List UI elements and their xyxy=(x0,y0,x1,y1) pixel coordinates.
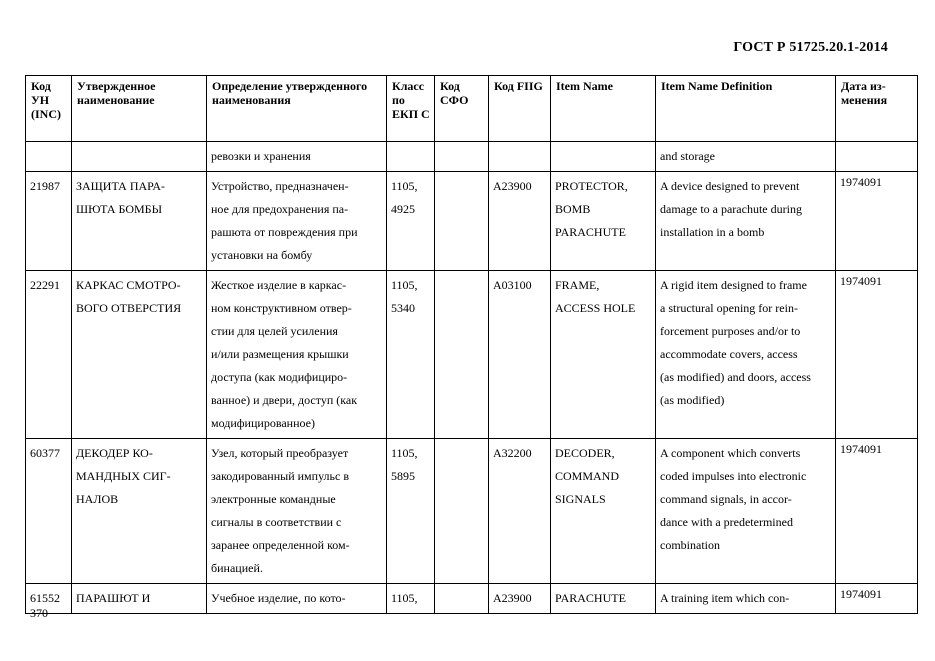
cell-inc: 60377 xyxy=(26,439,72,584)
cell-definition-line: модифицированное) xyxy=(211,416,315,430)
cell-definition xyxy=(207,172,387,271)
cell-item-name xyxy=(551,172,656,271)
cell-definition-line: закодированный импульс в xyxy=(211,469,349,483)
catalog-table xyxy=(25,75,918,614)
cell-definition-line: ном конструктивном отвер- xyxy=(211,301,352,315)
cell-definition xyxy=(207,271,387,439)
continuation-definition: ревозки и хранения xyxy=(207,142,387,172)
document-title: ГОСТ Р 51725.20.1-2014 xyxy=(733,40,888,55)
table-row xyxy=(26,271,918,439)
header-approved-name: Утвержденное наименование xyxy=(72,76,207,142)
cell-item-name-line: PARACHUTE xyxy=(555,225,626,239)
continuation-row xyxy=(26,142,918,172)
cell-class-line: 4925 xyxy=(391,202,415,216)
header-inc: Код УН (INC) xyxy=(26,76,72,142)
cell-item-definition xyxy=(656,584,836,614)
cell-item-definition-line: installation in a bomb xyxy=(660,225,765,239)
cell-item-name-line: SIGNALS xyxy=(555,492,606,506)
cell-item-definition-line: dance with a predetermined xyxy=(660,515,793,529)
header-definition: Определение утвержденного наименования xyxy=(207,76,387,142)
cell-item-name xyxy=(551,439,656,584)
table-row xyxy=(26,172,918,271)
cell-definition xyxy=(207,584,387,614)
table-body xyxy=(26,172,918,614)
cell-class xyxy=(387,172,435,271)
cell-date: 1974091 xyxy=(836,172,918,271)
cell-item-definition-line: A training item which con- xyxy=(660,591,790,605)
cell-class xyxy=(387,271,435,439)
cell-item-definition xyxy=(656,271,836,439)
cell-item-definition-line: A rigid item designed to frame xyxy=(660,278,807,292)
cell-definition-line: доступа (как модифициро- xyxy=(211,370,348,384)
cell-approved-name-line: ШЮТА БОМБЫ xyxy=(76,202,163,216)
cell-definition-line: установки на бомбу xyxy=(211,248,313,262)
cell-definition-line: электронные командные xyxy=(211,492,336,506)
cell-sfo xyxy=(435,439,489,584)
cell-item-name-line: DECODER, xyxy=(555,446,615,460)
cell-item-name-line: PROTECTOR, xyxy=(555,179,628,193)
cell-item-definition-line: A component which converts xyxy=(660,446,801,460)
header-class: Класс по ЕКП С xyxy=(387,76,435,142)
cell-definition-line: ванное) и двери, доступ (как xyxy=(211,393,358,407)
cell-class xyxy=(387,439,435,584)
cell-item-definition-line: A device designed to prevent xyxy=(660,179,800,193)
cell-definition-line: бинацией. xyxy=(211,561,263,575)
cell-sfo xyxy=(435,584,489,614)
cell-definition-line: заранее определенной ком- xyxy=(211,538,350,552)
cell-definition-line: стии для целей усиления xyxy=(211,324,338,338)
header-row xyxy=(26,76,918,142)
cell-item-definition-line: damage to a parachute during xyxy=(660,202,802,216)
cell-definition-line: Узел, который преобразует xyxy=(211,446,349,460)
cell-item-definition-line: (as modified) xyxy=(660,393,725,407)
cell-class-line: 1105, xyxy=(391,591,418,605)
cell-item-definition-line: forcement purposes and/or to xyxy=(660,324,801,338)
cell-approved-name-line: ВОГО ОТВЕРСТИЯ xyxy=(76,301,182,315)
cell-item-name-line: BOMB xyxy=(555,202,591,216)
cell-inc: 22291 xyxy=(26,271,72,439)
cell-fiig: A23900 xyxy=(489,584,551,614)
cell-item-name-line: COMMAND xyxy=(555,469,620,483)
cell-definition-line: рашюта от повреждения при xyxy=(211,225,358,239)
header-item-definition: Item Name Definition xyxy=(656,76,836,142)
cell-fiig: A32200 xyxy=(489,439,551,584)
cell-item-name xyxy=(551,271,656,439)
cell-item-definition-line: coded impulses into electronic xyxy=(660,469,807,483)
table-row xyxy=(26,584,918,614)
cell-item-definition-line: command signals, in accor- xyxy=(660,492,792,506)
cell-fiig: A23900 xyxy=(489,172,551,271)
cell-item-name-line: ACCESS HOLE xyxy=(555,301,636,315)
cell-approved-name xyxy=(72,271,207,439)
cell-approved-name-line: ПАРАШЮТ И xyxy=(76,591,151,605)
cell-item-name xyxy=(551,584,656,614)
cell-inc: 61552 xyxy=(26,584,72,614)
header-fiig: Код FIIG xyxy=(489,76,551,142)
cell-date: 1974091 xyxy=(836,271,918,439)
cell-definition-line: Учебное изделие, по кото- xyxy=(211,591,346,605)
cell-class xyxy=(387,584,435,614)
cell-item-name-line: PARACHUTE xyxy=(555,591,626,605)
cell-item-definition-line: accommodate covers, access xyxy=(660,347,798,361)
cell-item-definition xyxy=(656,172,836,271)
cell-approved-name-line: ЗАЩИТА ПАРА- xyxy=(76,179,165,193)
cell-class-line: 5895 xyxy=(391,469,415,483)
cell-definition-line: Жесткое изделие в каркас- xyxy=(211,278,347,292)
cell-date: 1974091 xyxy=(836,584,918,614)
cell-definition-line: и/или размещения крышки xyxy=(211,347,349,361)
continuation-item-definition: and storage xyxy=(656,142,836,172)
cell-definition xyxy=(207,439,387,584)
cell-class-line: 5340 xyxy=(391,301,415,315)
cell-approved-name xyxy=(72,172,207,271)
cell-approved-name-line: МАНДНЫХ СИГ- xyxy=(76,469,171,483)
table-row xyxy=(26,439,918,584)
page-number: 370 xyxy=(30,606,48,620)
cell-definition-line: ное для предохранения па- xyxy=(211,202,349,216)
cell-approved-name xyxy=(72,439,207,584)
cell-item-definition xyxy=(656,439,836,584)
cell-approved-name-line: ДЕКОДЕР КО- xyxy=(76,446,153,460)
cell-item-name-line: FRAME, xyxy=(555,278,600,292)
cell-inc: 21987 xyxy=(26,172,72,271)
cell-class-line: 1105, xyxy=(391,446,418,460)
cell-class-line: 1105, xyxy=(391,278,418,292)
cell-sfo xyxy=(435,271,489,439)
cell-approved-name-line: КАРКАС СМОТРО- xyxy=(76,278,181,292)
cell-date: 1974091 xyxy=(836,439,918,584)
cell-item-definition-line: a structural opening for rein- xyxy=(660,301,798,315)
cell-class-line: 1105, xyxy=(391,179,418,193)
header-item-name: Item Name xyxy=(551,76,656,142)
cell-approved-name-line: НАЛОВ xyxy=(76,492,119,506)
cell-fiig: A03100 xyxy=(489,271,551,439)
cell-item-definition-line: combination xyxy=(660,538,720,552)
cell-item-definition-line: (as modified) and doors, access xyxy=(660,370,811,384)
cell-approved-name xyxy=(72,584,207,614)
cell-definition-line: Устройство, предназначен- xyxy=(211,179,349,193)
header-date: Дата из- менения xyxy=(836,76,918,142)
header-sfo: Код СФО xyxy=(435,76,489,142)
cell-definition-line: сигналы в соответствии с xyxy=(211,515,342,529)
cell-sfo xyxy=(435,172,489,271)
